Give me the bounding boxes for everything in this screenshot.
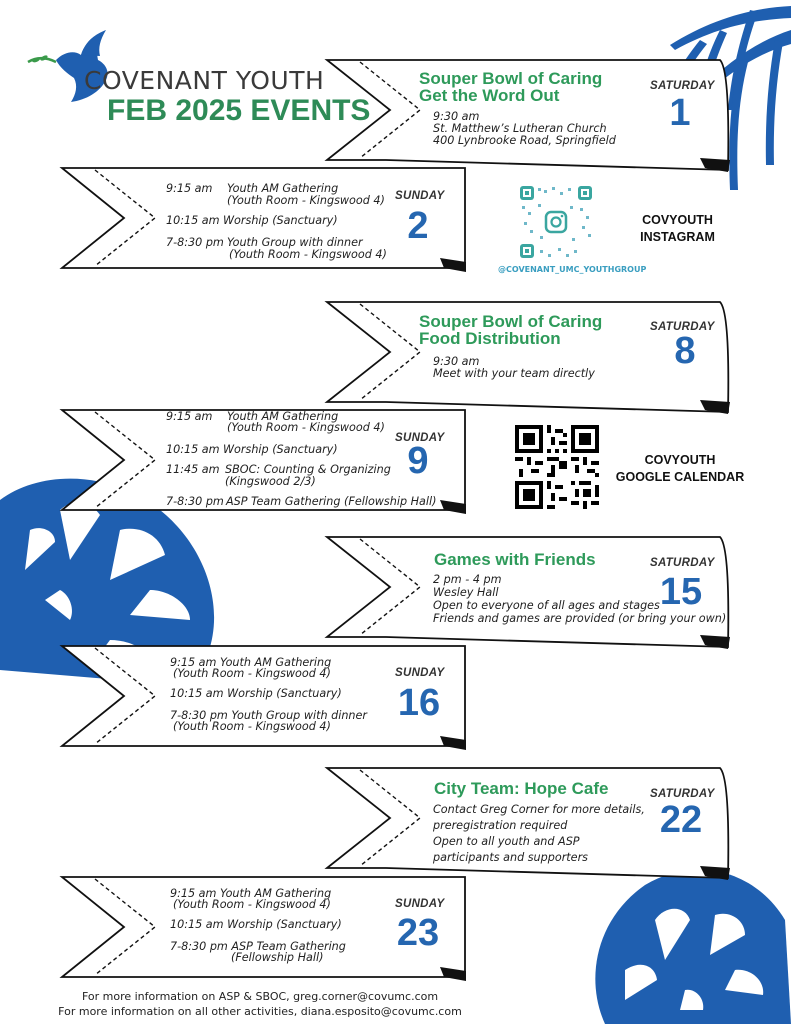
day-of-week: SUNDAY: [395, 190, 445, 202]
day-of-week: SUNDAY: [395, 667, 445, 679]
event-time: 9:15 am: [166, 410, 213, 423]
day-of-week: SATURDAY: [650, 321, 715, 333]
event-title: Souper Bowl of Caring: [419, 69, 603, 88]
event-time: 9:15 am: [166, 182, 213, 195]
event-detail: 9:30 am: [433, 355, 480, 368]
footer-contact-asp-sboc: For more information on ASP & SBOC, greg.corner@covumc.com: [81, 990, 439, 1003]
event-detail: 9:15 am Youth AM Gathering: [170, 656, 332, 669]
org-name: COVENANT YOUTH: [84, 66, 325, 95]
day-number: 15: [659, 571, 703, 613]
day-of-week: SATURDAY: [650, 788, 715, 800]
event-detail: 2 pm - 4 pm: [433, 573, 502, 586]
qr-label-line2: INSTAGRAM: [640, 230, 715, 244]
event-detail: (Youth Room - Kingswood 4): [227, 194, 385, 207]
event-time: 7-8:30 pm: [166, 236, 224, 249]
footer-contact-other: For more information on all other activities, diana.esposito@covumc.com: [58, 1005, 462, 1018]
event-detail: St. Matthew’s Lutheran Church: [433, 122, 607, 135]
day-of-week: SATURDAY: [650, 557, 715, 569]
event-detail: Open to everyone of all ages and stages: [433, 599, 660, 612]
day-number: 23: [396, 912, 440, 954]
event-detail: (Youth Room - Kingswood 4): [173, 898, 331, 911]
day-number: 2: [407, 205, 429, 247]
event-detail: 400 Lynbrooke Road, Springfield: [433, 134, 616, 147]
event-detail: 9:30 am: [433, 110, 480, 123]
event-detail: 7-8:30 pm ASP Team Gathering: [170, 940, 346, 953]
event-detail: (Youth Room - Kingswood 4): [229, 248, 387, 261]
event-detail: 10:15 am Worship (Sanctuary): [170, 918, 342, 931]
event-title: City Team: Hope Cafe: [434, 779, 609, 798]
event-title-line2: Food Distribution: [419, 329, 561, 348]
event-detail: ASP Team Gathering (Fellowship Hall): [226, 495, 437, 508]
event-detail: 7-8:30 pm Youth Group with dinner: [170, 709, 367, 722]
event-detail: Youth AM Gathering: [227, 410, 339, 423]
event-detail: Meet with your team directly: [433, 367, 595, 380]
page-title: FEB 2025 EVENTS: [107, 94, 371, 127]
day-number: 16: [397, 682, 441, 724]
event-detail: Contact Greg Corner for more details,: [433, 803, 645, 816]
event-detail: Friends and games are provided (or bring your own): [433, 612, 727, 625]
event-detail: Open to all youth and ASP: [433, 835, 580, 848]
day-number: 1: [669, 92, 691, 134]
day-of-week: SATURDAY: [650, 80, 715, 92]
event-detail: Youth Group with dinner: [227, 236, 363, 249]
event-detail: SBOC: Counting & Organizing: [225, 463, 391, 476]
event-detail: participants and supporters: [433, 851, 588, 864]
event-detail: (Fellowship Hall): [231, 951, 324, 964]
event-time: 10:15 am: [166, 443, 220, 456]
event-detail: Wesley Hall: [433, 586, 499, 599]
event-title: Games with Friends: [434, 550, 596, 569]
event-title: Souper Bowl of Caring: [419, 312, 603, 331]
day-number: 8: [674, 330, 696, 372]
instagram-qr-code[interactable]: [518, 184, 594, 260]
event-detail: 10:15 am Worship (Sanctuary): [170, 687, 342, 700]
event-title-line2: Get the Word Out: [419, 86, 560, 105]
event-detail: (Youth Room - Kingswood 4): [173, 720, 331, 733]
qr-label-line2: GOOGLE CALENDAR: [615, 470, 745, 484]
event-time: 11:45 am: [166, 463, 220, 476]
instagram-handle: @COVENANT_UMC_YOUTHGROUP: [498, 265, 647, 274]
event-detail: preregistration required: [433, 819, 568, 832]
event-time: 10:15 am: [166, 214, 220, 227]
event-detail: Worship (Sanctuary): [223, 214, 338, 227]
qr-label-line1: COVYOUTH: [644, 453, 716, 467]
day-number: 9: [407, 440, 429, 482]
event-time: 7-8:30 pm: [166, 495, 224, 508]
day-of-week: SUNDAY: [395, 898, 445, 910]
event-detail: (Youth Room - Kingswood 4): [173, 667, 331, 680]
event-detail: Worship (Sanctuary): [223, 443, 338, 456]
day-of-week: SUNDAY: [395, 432, 445, 444]
day-number: 22: [659, 799, 703, 841]
event-detail: (Kingswood 2/3): [225, 475, 316, 488]
google-calendar-qr-code[interactable]: [515, 425, 599, 509]
event-detail: 9:15 am Youth AM Gathering: [170, 887, 332, 900]
qr-label-line1: COVYOUTH: [642, 213, 713, 227]
event-detail: (Youth Room - Kingswood 4): [227, 421, 385, 434]
event-detail: Youth AM Gathering: [227, 182, 339, 195]
